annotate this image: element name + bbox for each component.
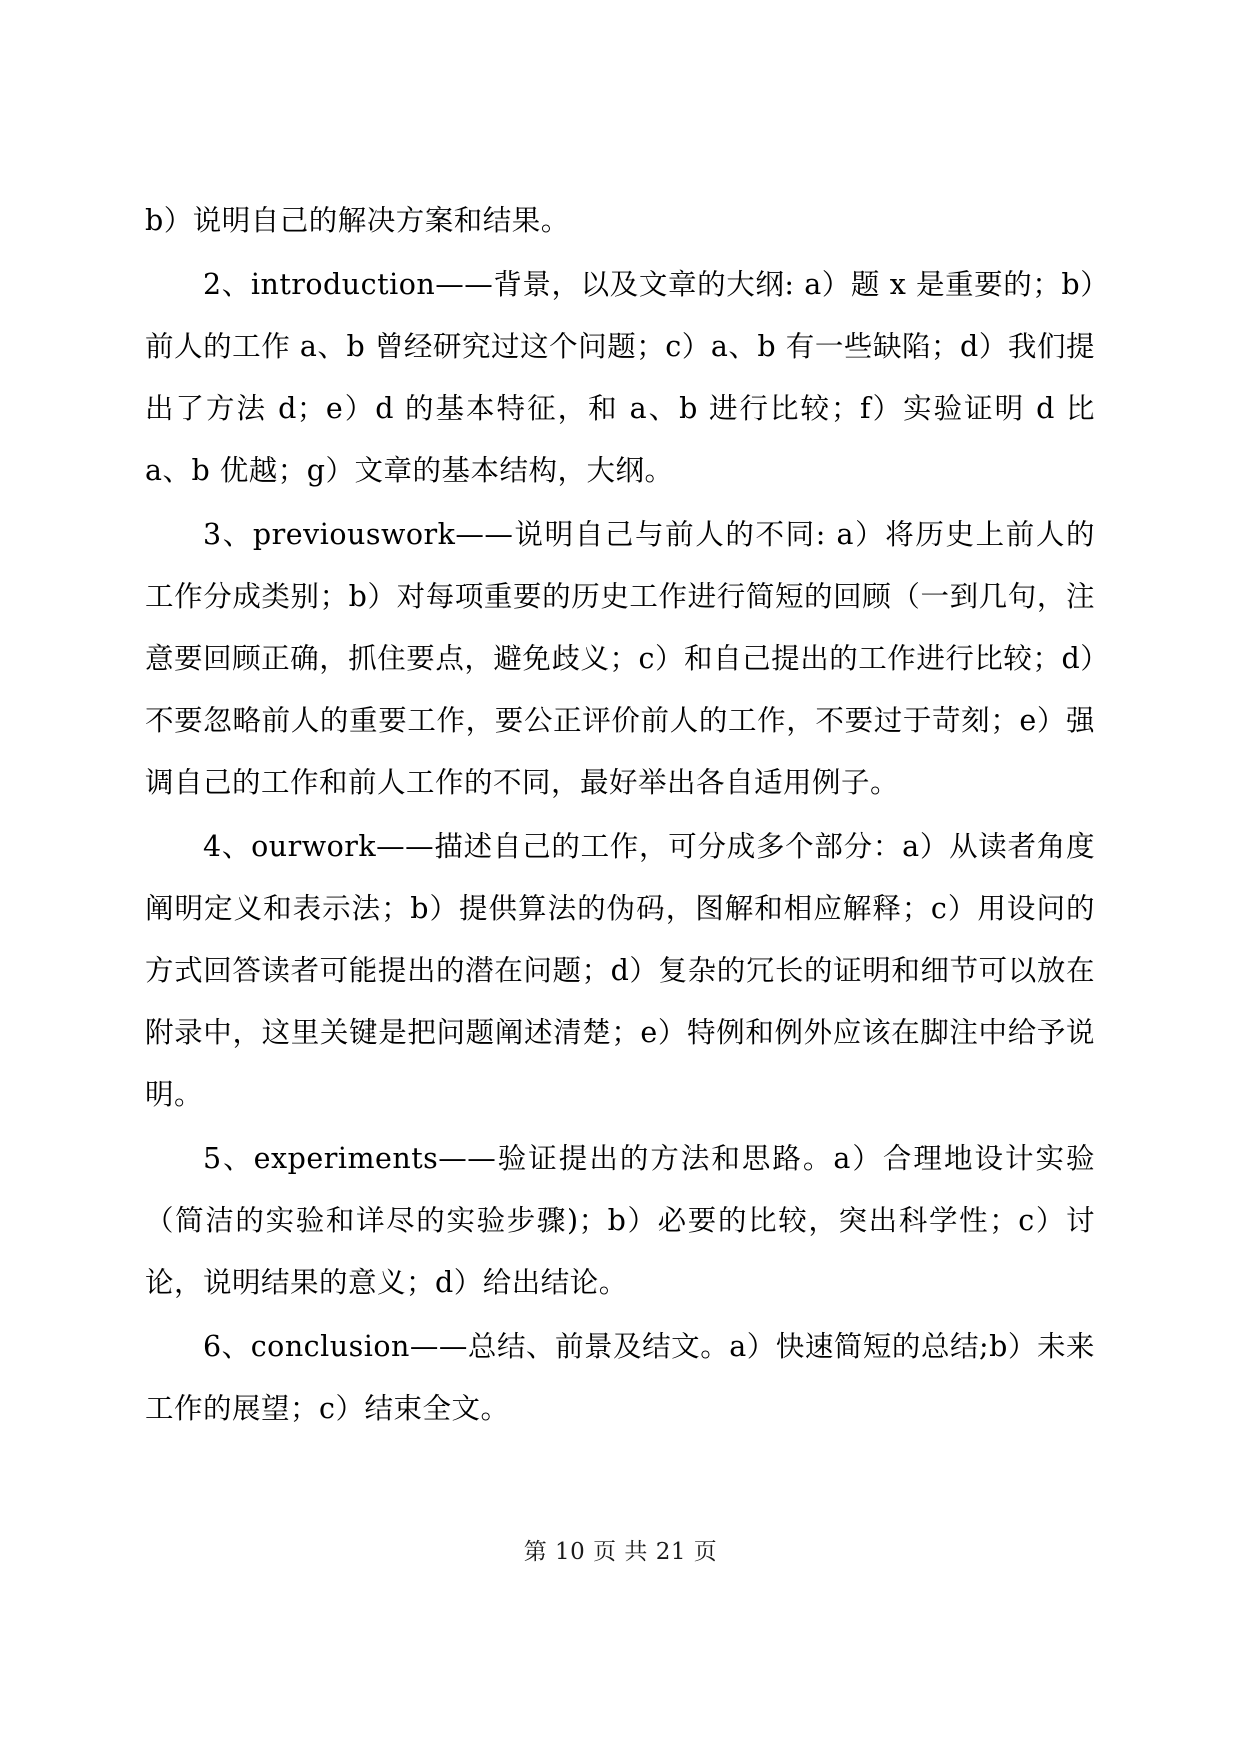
paragraph-experiments: 5、experiments——验证提出的方法和思路。a）合理地设计实验（简洁的实验和详尽的实验步骤)；b）必要的比较，突出科学性；c）讨论，说明结果的意义；d）给出结论。 [145, 1142, 1095, 1299]
paragraph-b-solution: b）说明自己的解决方案和结果。 [145, 204, 570, 237]
paragraph-previouswork: 3、previouswork——说明自己与前人的不同: a）将历史上前人的工作分成类别；b）对每项重要的历史工作进行简短的回顾（一到几句，注意要回顾正确，抓住要点，避免歧义；c）和自己提出的工作进行比较；d）不要忽略前人的重要工作，要公正评价前人的工作，不要过于苛刻；e）强调自己的工作和前人工作的不同，最好举出各自适用例子。 [145, 518, 1095, 799]
paragraph-ourwork: 4、ourwork——描述自己的工作，可分成多个部分：a）从读者角度阐明定义和表示法；b）提供算法的伪码，图解和相应解释；c）用设问的方式回答读者可能提出的潜在问题；d）复杂的冗长的证明和细节可以放在附录中，这里关键是把问题阐述清楚；e）特例和例外应该在脚注中给予说明。 [145, 830, 1095, 1111]
paragraph-conclusion: 6、conclusion——总结、前景及结文。a）快速简短的总结;b）未来工作的展望；c）结束全文。 [145, 1330, 1095, 1425]
paragraph-introduction: 2、introduction——背景，以及文章的大纲: a）题 x 是重要的；b）前人的工作 a、b 曾经研究过这个问题；c）a、b 有一些缺陷；d）我们提出了方法 d；e）d 的基本特征，和 a、b 进行比较；f）实验证明 d 比 a、b 优越；g）文章的基本结构，大纲。 [145, 268, 1105, 487]
document-body [145, 190, 1105, 1440]
page-footer: 第 10 页 共 21 页 [523, 1539, 718, 1565]
